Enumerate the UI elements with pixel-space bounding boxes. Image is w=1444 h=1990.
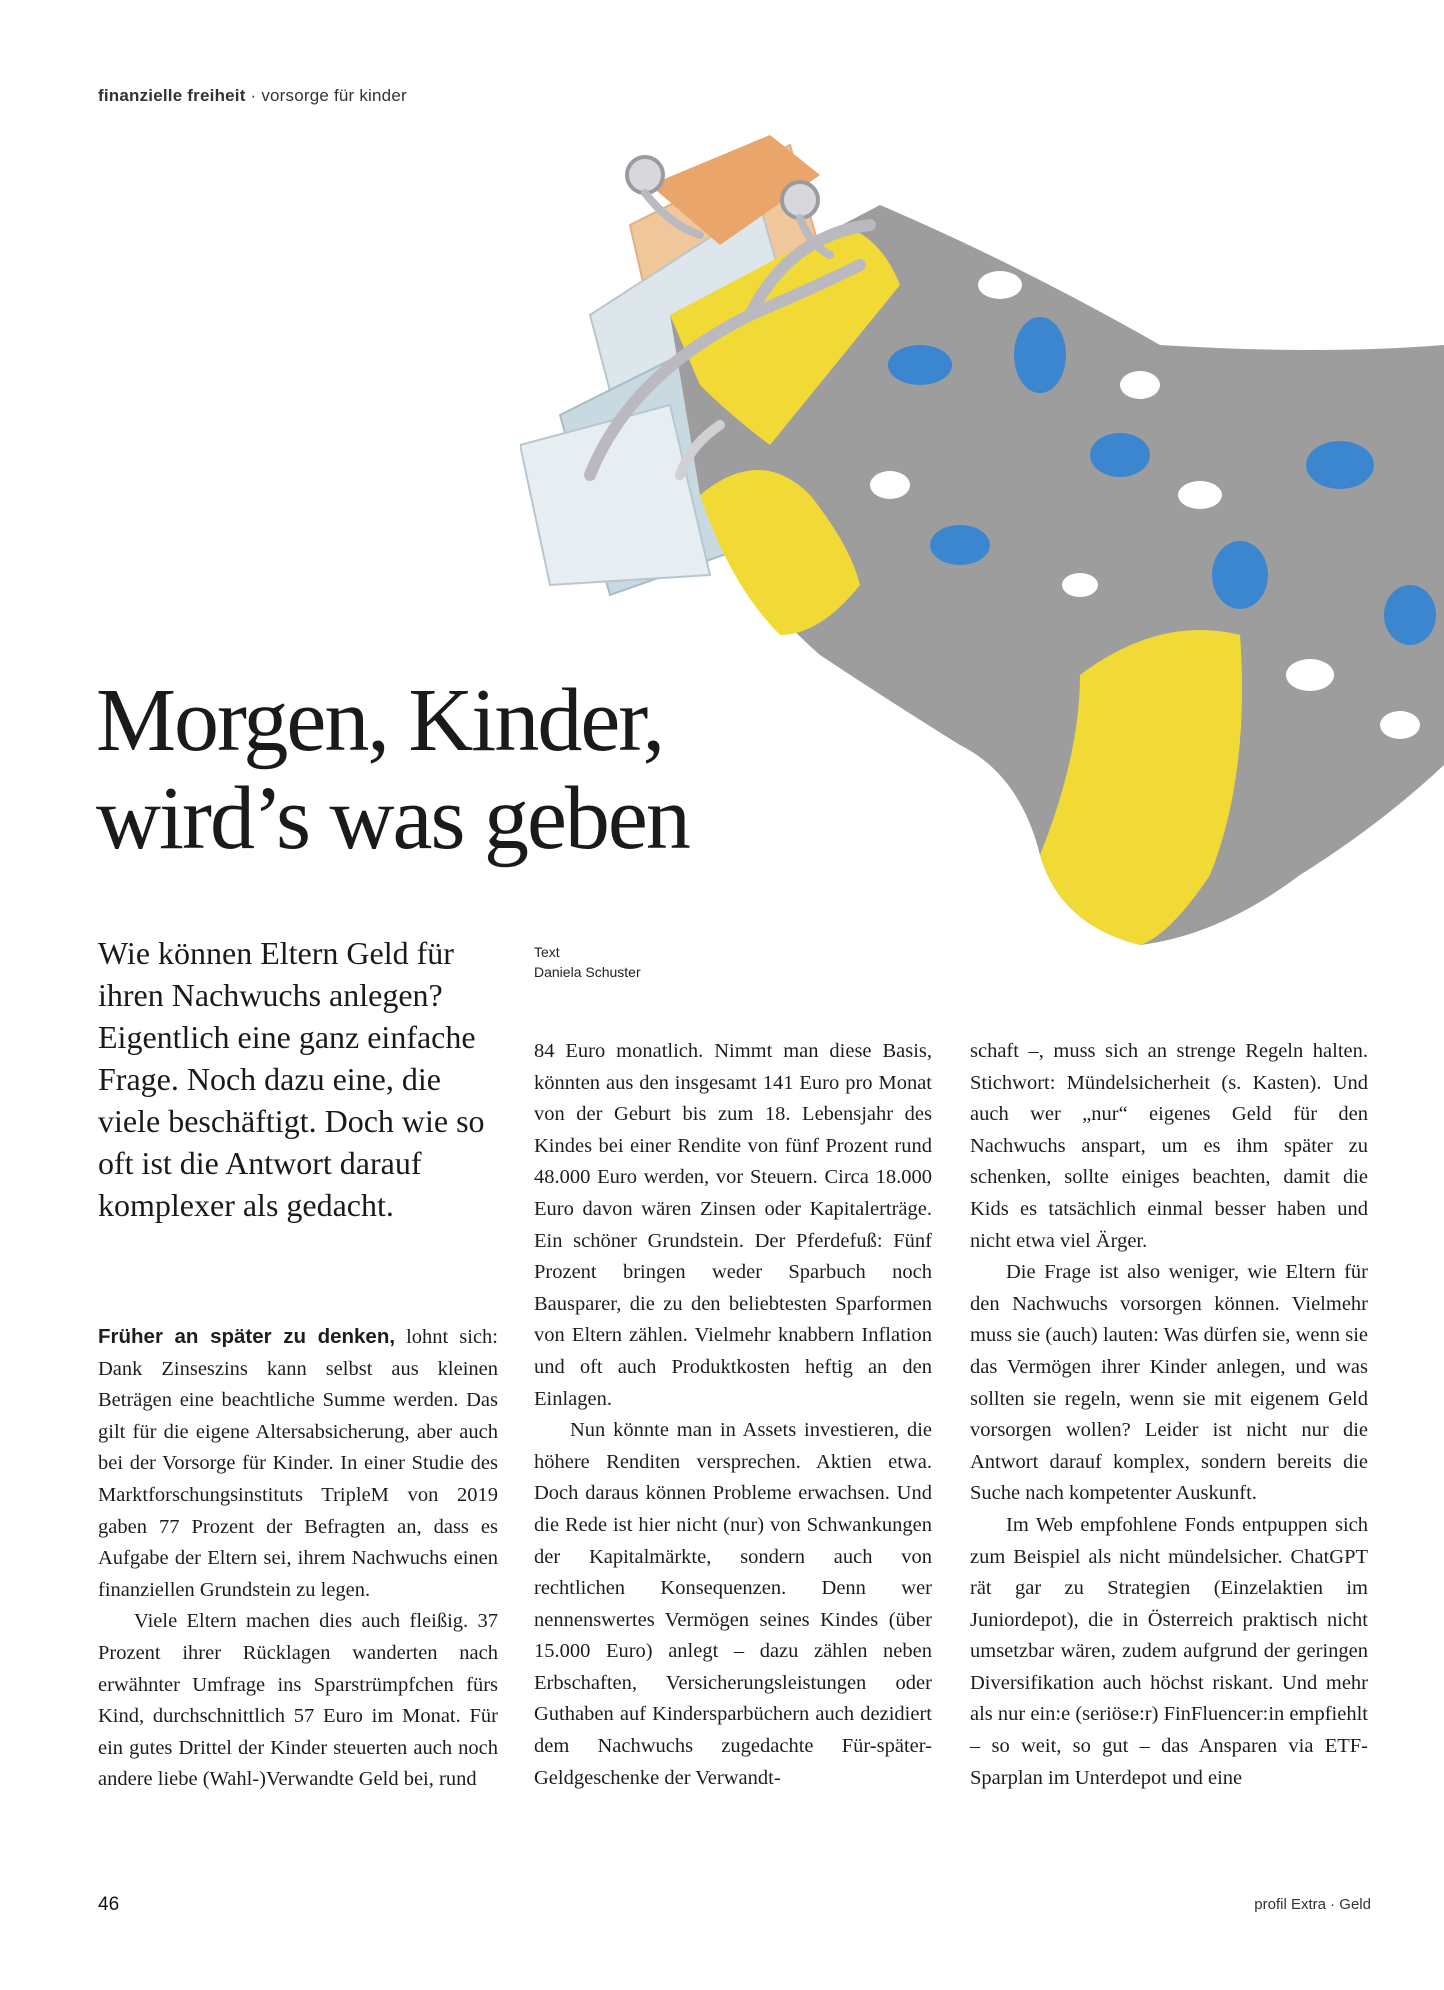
- section-name: finanzielle freiheit: [98, 86, 246, 105]
- paragraph: [98, 1321, 498, 1606]
- paragraph: 84 Euro monatlich. Nimmt man diese Basis, könnten aus den insgesamt 141 Euro pro Monat von der Geburt bis zum 18. Lebensjahr des Kindes bei einer Rendite von fünf Prozent rund 48.000 Euro werden, vor Steuern. Circa 18.000 Euro davon wären Zinsen oder Kapitalerträge. Ein schöner Grundstein. Der Pferdefuß: Fünf Prozent bringen weder Sparbuch noch Bausparer, die zu den beliebtesten Sparformen von Eltern zählen. Vielmehr knabbern Inflation und oft auch Produktkosten heftig an den Einlagen.: [534, 1040, 932, 1410]
- title-line-1: Morgen, Kinder,: [96, 671, 664, 770]
- body-column-2: [534, 1036, 932, 1794]
- page-number: 46: [98, 1894, 120, 1915]
- byline: [534, 942, 641, 982]
- section-kicker: [98, 86, 407, 106]
- paragraph: Nun könnte man in Assets investieren, die höhere Renditen versprechen. Aktien etwa. Doch daraus können Probleme erwachsen. Und die Rede ist hier nicht (nur) von Schwankungen der Kapitalmärkte, sondern auch von rechtlichen Konsequenzen. Denn wer nennenswertes Vermögen seines Kindes (über 15.000 Euro) anlegt – dazu zählen neben Erbschaften, Versicherungsleistungen oder Guthaben auf Kindersparbüchern auch dezidiert dem Nachwuchs zugedachte Für-später-Geldgeschenke der Verwandt-: [534, 1419, 932, 1789]
- paragraph-lede: Früher an später zu denken,: [98, 1325, 396, 1348]
- subsection-name: vorsorge für kinder: [261, 86, 407, 105]
- kicker-separator: ·: [245, 86, 262, 105]
- byline-label: Text: [534, 944, 560, 960]
- body-column-3: [970, 1036, 1368, 1794]
- paragraph: Viele Eltern machen dies auch fleißig. 37 Prozent ihrer Rücklagen wanderten nach erwähnter Umfrage ins Sparstrümpfchen fürs Kind, durchschnittlich 57 Euro im Monat. Für ein gutes Drittel der Kinder steuerten auch noch andere liebe (Wahl-)Verwandte Geld bei, rund: [98, 1610, 498, 1791]
- publication-footer: profil Extra · Geld: [1254, 1896, 1371, 1913]
- paragraph: Im Web empfohlene Fonds entpuppen sich zum Beispiel als nicht mündelsicher. ChatGPT rät gar zu Strategien (Einzelaktien im Juniordepot), die in Österreich praktisch nicht umsetzbar wären, zudem aufgrund der geringen Diversifikation auch höchst riskant. Und mehr als nur ein:e (seriöse:r) FinFluencer:in empfiehlt – so weit, so gut – das Ansparen via ETF-Sparplan im Unterdepot und eine: [970, 1513, 1368, 1789]
- byline-author: Daniela Schuster: [534, 964, 641, 980]
- paragraph: Die Frage ist also weniger, wie Eltern für den Nachwuchs vorsorgen können. Vielmehr muss sie (auch) lauten: Was dürfen sie, wenn sie das Vermögen ihrer Kinder anlegen, und was sollten sie regeln, wenn sie mit eigenem Geld vorsorgen wollen? Leider ist nicht nur die Antwort darauf komplex, sondern bereits die Suche nach kompetenter Auskunft.: [970, 1261, 1368, 1505]
- title-line-2: wird’s was geben: [96, 769, 689, 868]
- paragraph-text: lohnt sich: Dank Zinseszins kann selbst aus kleinen Beträgen eine beachtliche Summe werden. Das gilt für die eigene Altersabsicherung, aber auch bei der Vorsorge für Kinder. In einer Studie des Marktforschungsinstituts TripleM von 2019 gaben 77 Prozent der Befragten an, dass es Aufgabe der Eltern sei, ihrem Nachwuchs einen finanziellen Grundstein zu legen.: [98, 1326, 498, 1601]
- article-lead: Wie können Eltern Geld für ihren Nachwuchs anlegen? Eigentlich eine ganz einfache Frage. Noch dazu eine, die viele beschäftigt. Doch wie so oft ist die Antwort darauf komplexer als gedacht.: [98, 935, 485, 1223]
- body-column-1: [98, 1321, 498, 1796]
- paragraph: schaft –, muss sich an strenge Regeln halten. Stichwort: Mündelsicherheit (s. Kasten). Und auch wer „nur“ eigenes Geld für den Nachwuchs anspart, um es ihm später zu schenken, sollte einiges beachten, damit die Kids es tatsächlich einmal besser haben und nicht etwa viel Ärger.: [970, 1040, 1368, 1252]
- article-title: [96, 672, 796, 868]
